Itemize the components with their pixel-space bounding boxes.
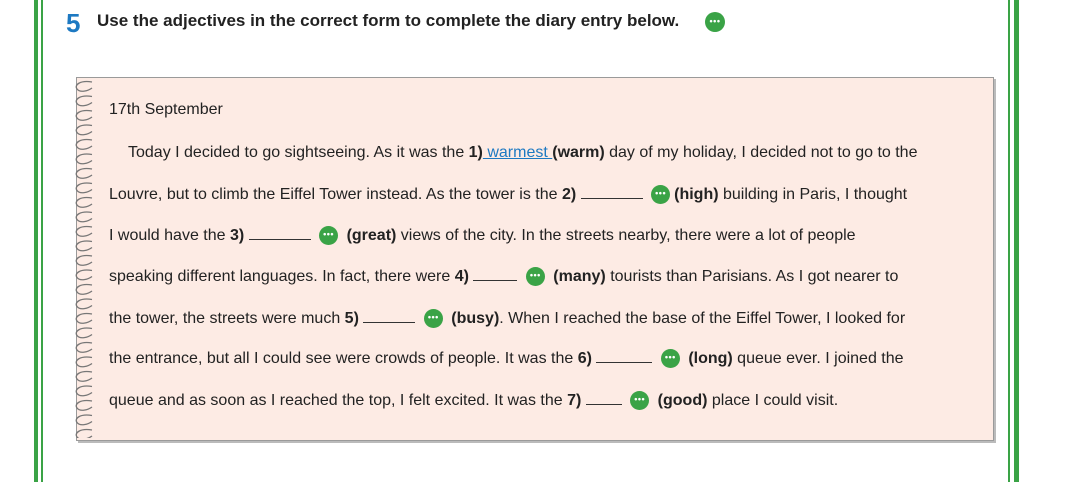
adjective-prompt: (busy) <box>451 310 500 327</box>
diary-line-7 <box>109 390 838 411</box>
spiral-ring <box>76 415 92 425</box>
speech-bubble-icon[interactable]: ••• <box>651 185 670 204</box>
diary-line-3 <box>109 225 856 246</box>
spiral-ring <box>76 386 92 396</box>
spiral-ring <box>76 314 92 324</box>
spiral-ring <box>76 125 92 135</box>
spiral-ring <box>76 270 92 280</box>
speech-bubble-icon[interactable]: ••• <box>526 267 545 286</box>
spiral-ring <box>76 430 92 438</box>
spiral-ring <box>76 96 92 106</box>
text: the entrance, but all I could see were crowds of people. It was the <box>109 350 578 367</box>
diary-line-4 <box>109 266 898 287</box>
speech-bubble-icon[interactable]: ••• <box>630 391 649 410</box>
speech-bubble-icon[interactable]: ••• <box>705 12 725 32</box>
spiral-ring <box>76 299 92 309</box>
text: . When I reached the base of the Eiffel Tower, I looked for <box>499 310 906 327</box>
adjective-prompt: (warm) <box>552 144 605 161</box>
adjective-prompt: (great) <box>346 227 397 244</box>
text: building in Paris, I thought <box>718 186 908 203</box>
answer-blank[interactable] <box>596 348 652 363</box>
diary-date: 17th September <box>109 101 223 118</box>
text: queue and as soon as I reached the top, I felt excited. It was the <box>109 392 568 409</box>
spiral-ring <box>76 82 92 92</box>
diary-line-2 <box>109 184 907 205</box>
text: tourists than Parisians. As I got nearer to <box>605 268 899 285</box>
spiral-ring <box>76 241 92 251</box>
gap-number: 7) <box>567 392 582 409</box>
gap-number: 5) <box>344 310 359 327</box>
text: Louvre, but to climb the Eiffel Tower instead. As the tower is the <box>109 186 562 203</box>
answer-blank[interactable] <box>363 308 415 323</box>
text: the tower, the streets were much <box>109 310 345 327</box>
text: I would have the <box>109 227 230 244</box>
adjective-prompt: (many) <box>553 268 606 285</box>
page-border-left-inner <box>41 0 43 482</box>
spiral-ring <box>76 357 92 367</box>
exercise-instruction: Use the adjectives in the correct form to complete the diary entry below. <box>97 11 680 30</box>
diary-line-1 <box>128 143 917 163</box>
spiral-ring <box>76 372 92 382</box>
spiral-ring <box>76 154 92 164</box>
notebook-spiral <box>72 78 98 438</box>
spiral-ring <box>76 328 92 338</box>
spiral-ring <box>76 140 92 150</box>
answer-blank[interactable] <box>581 184 643 199</box>
gap-number: 3) <box>229 227 245 244</box>
exercise-number: 5 <box>66 8 81 38</box>
speech-bubble-icon[interactable]: ••• <box>319 226 338 245</box>
spiral-ring <box>76 227 92 237</box>
adjective-prompt: (high) <box>674 186 719 203</box>
adjective-prompt: (long) <box>688 350 733 367</box>
adjective-prompt: (good) <box>657 392 708 409</box>
spiral-ring <box>76 169 92 179</box>
spiral-ring <box>76 198 92 208</box>
text: speaking different languages. In fact, there were <box>109 268 455 285</box>
gap-number: 1) <box>468 144 483 161</box>
text: queue ever. I joined the <box>732 350 904 367</box>
spiral-ring <box>76 111 92 121</box>
page-border-right-inner <box>1008 0 1010 482</box>
spiral-ring <box>76 285 92 295</box>
speech-bubble-icon[interactable]: ••• <box>424 309 443 328</box>
spiral-ring <box>76 256 92 266</box>
text: Today I decided to go sightseeing. As it was the <box>128 144 469 161</box>
text: day of my holiday, I decided not to go to the <box>604 144 918 161</box>
gap-number: 4) <box>454 268 469 285</box>
spiral-ring <box>76 343 92 353</box>
answer-blank[interactable] <box>473 266 517 281</box>
spiral-ring <box>76 401 92 411</box>
spiral-ring <box>76 183 92 193</box>
page-border-right <box>1014 0 1019 482</box>
page-border-left <box>34 0 38 482</box>
diary-line-5 <box>109 308 905 329</box>
diary-entry-card <box>76 77 994 441</box>
spiral-ring <box>76 212 92 222</box>
text: place I could visit. <box>707 392 839 409</box>
answer-field[interactable]: warmest <box>482 144 553 161</box>
diary-line-6 <box>109 348 904 369</box>
speech-bubble-icon[interactable]: ••• <box>661 349 680 368</box>
answer-blank[interactable] <box>249 225 311 240</box>
answer-blank[interactable] <box>586 390 622 405</box>
gap-number: 2) <box>561 186 577 203</box>
gap-number: 6) <box>577 350 592 367</box>
text: views of the city. In the streets nearby, there were a lot of people <box>396 227 856 244</box>
